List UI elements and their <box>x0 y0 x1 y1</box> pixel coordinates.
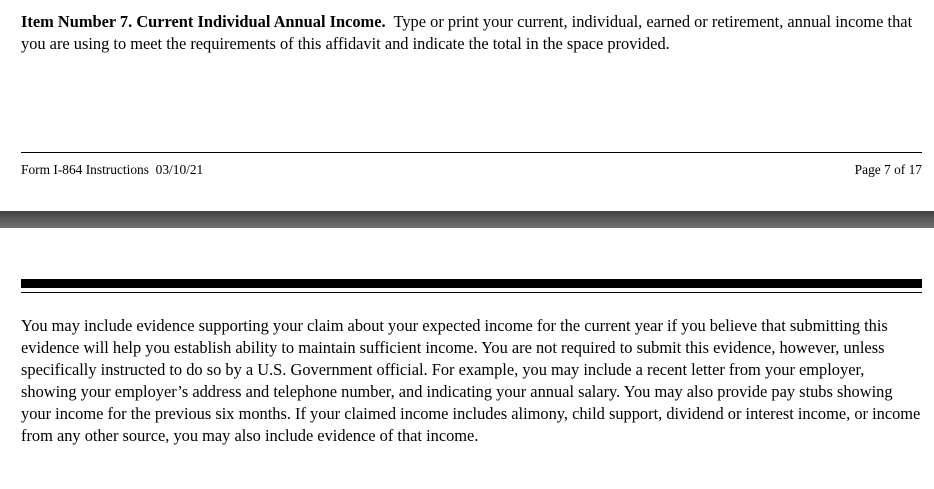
item-7-heading: Item Number 7. Current Individual Annual Income. <box>21 12 386 31</box>
footer-page-number: Page 7 of 17 <box>854 162 922 177</box>
header-thick-rule <box>21 279 922 288</box>
footer-divider <box>21 152 922 153</box>
item-7-body-text: Type or print your current, individual, earned or retirement, annual income that you are using to meet the requirements of this affidavit and indicate the total in the space provided. <box>21 12 913 53</box>
document-page-bottom <box>0 228 934 489</box>
page-separator <box>0 211 934 228</box>
item-7-paragraph <box>21 11 926 55</box>
evidence-paragraph: You may include evidence supporting your claim about your expected income for the current year if you believe that submitting this evidence will help you establish ability to maintain sufficient income. You are not required to submit this evidence, however, unless specifically instructed to do so by a U.S. Government official. For example, you may include a recent letter from your employer, showing your employer’s address and telephone number, and indicating your annual salary. You may also provide pay stubs showing your income for the previous six months. If your claimed income includes alimony, child support, dividend or interest income, or income from any other source, you may also include evidence of that income. <box>21 316 921 445</box>
document-page-top <box>0 0 934 211</box>
header-thin-rule <box>21 292 922 293</box>
footer-form-info: Form I-864 Instructions 03/10/21 <box>21 162 204 177</box>
